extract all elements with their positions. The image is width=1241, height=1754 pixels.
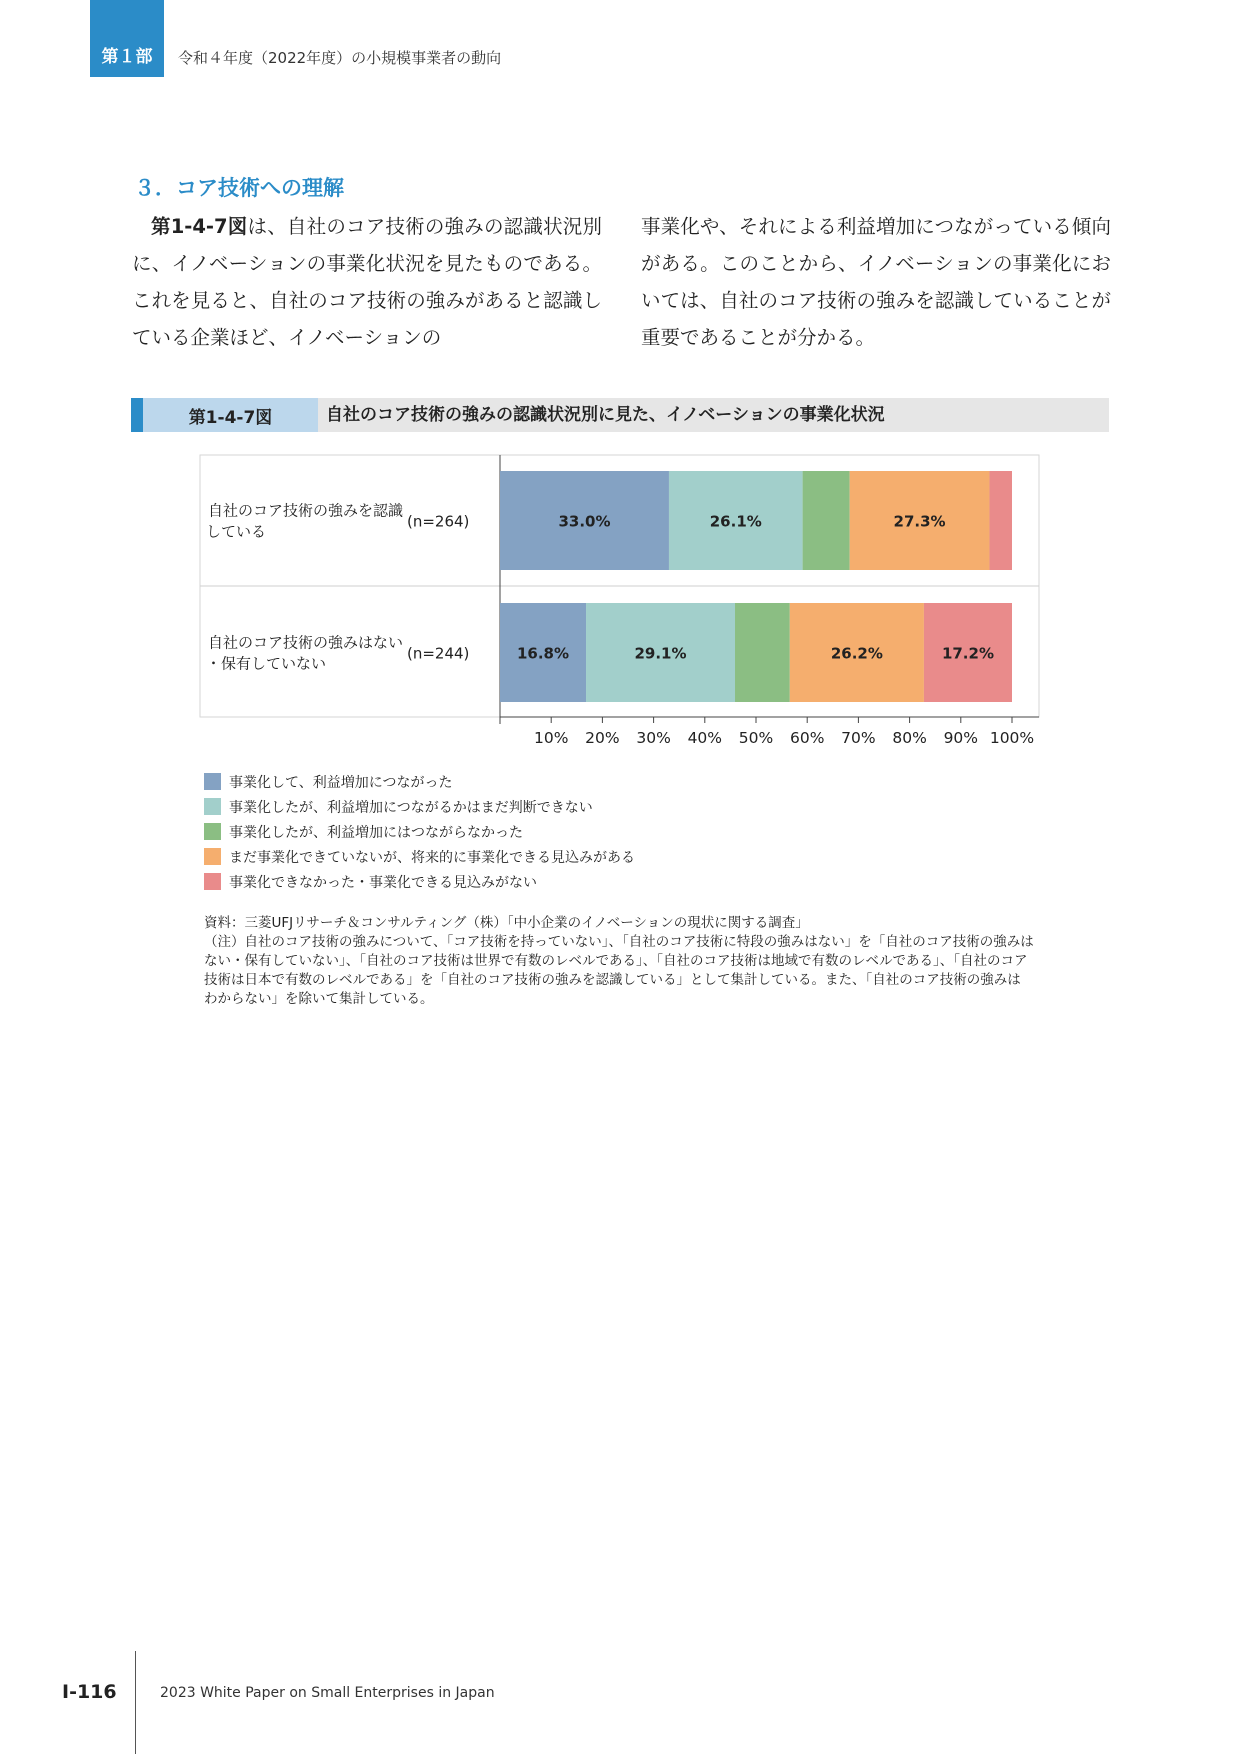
x-tick-label: 30% [636, 729, 671, 747]
category-label-line2: している [206, 522, 267, 541]
category-label-line1: 自社のコア技術の強みを認識 [208, 501, 404, 520]
legend-label: 事業化したが、利益増加につながるかはまだ判断できない [229, 799, 593, 816]
bar-value-label: 29.1% [634, 644, 687, 663]
legend-swatch [204, 873, 221, 890]
bar-value-label: 27.3% [893, 512, 946, 531]
category-label-line1: 自社のコア技術の強みはない [208, 633, 404, 652]
x-tick-label: 10% [533, 729, 569, 747]
x-tick-label: 40% [687, 729, 723, 747]
chart-legend [204, 769, 635, 894]
x-tick-label: 100% [989, 729, 1035, 747]
category-label-line2: ・保有していない [206, 654, 327, 673]
running-header-title: 令和４年度（2022年度）の小規模事業者の動向 [178, 49, 502, 67]
category-sample-size: (n=244) [407, 644, 470, 663]
x-tick-label: 90% [943, 729, 979, 747]
bar-value-label: 17.2% [941, 644, 994, 663]
x-tick-label: 20% [585, 729, 620, 747]
legend-item [204, 869, 635, 894]
x-tick-label: 60% [789, 729, 825, 747]
legend-item [204, 794, 635, 819]
bar-segment [735, 603, 790, 702]
legend-swatch [204, 798, 221, 815]
footnote: （注）自社のコア技術の強みについて、「コア技術を持っていない」、「自社のコア技術に特段の強みはない」を「自社のコア技術の強みはない・保有していない」、「自社のコア技術は世界で有数のレベルである」、「自社のコア技術は地域で有数のレベルである」、「自社のコア技術は日本で有数のレベルである」を「自社のコア技術の強みを認識している」として集計している。また、「自社のコア技術の強みはわからない」を除いて集計している。 [204, 934, 1034, 1007]
figure-number-text: 第1-4-7図 [188, 407, 273, 428]
legend-item [204, 769, 635, 794]
figure-notes [204, 914, 1034, 1009]
publication-title: 2023 White Paper on Small Enterprises in Japan [160, 1685, 495, 1701]
bar-segment [803, 471, 850, 570]
bar-value-label: 33.0% [558, 512, 611, 531]
legend-swatch [204, 773, 221, 790]
footer-divider [135, 1651, 136, 1754]
legend-item [204, 819, 635, 844]
x-tick-label: 70% [841, 729, 876, 747]
figure-reference: 第1-4-7図 [151, 215, 248, 238]
page-number: Ⅰ-116 [62, 1681, 117, 1703]
legend-swatch [204, 823, 221, 840]
part-label: 第１部 [101, 47, 153, 67]
body-paragraph-right: 事業化や、それによる利益増加につながっている傾向がある。このことから、イノベーションの事業化においては、自社のコア技術の強みを認識していることが重要であることが分かる。 [641, 215, 1111, 349]
source-note: 資料：三菱UFJリサーチ＆コンサルティング（株）「中小企業のイノベーションの現状に関する調査」 [204, 915, 809, 931]
legend-swatch [204, 848, 221, 865]
bar-value-label: 26.2% [830, 644, 883, 663]
bar-value-label: 26.1% [709, 512, 762, 531]
body-text-left: は、自社のコア技術の強みの認識状況別に、イノベーションの事業化状況を見たものである。これを見ると、自社のコア技術の強みがあると認識している企業ほど、イノベーションの [132, 215, 602, 349]
section-heading: ３．コア技術への理解 [134, 176, 344, 200]
bar-value-label: 16.8% [516, 644, 570, 663]
x-tick-label: 50% [738, 729, 774, 747]
legend-item [204, 844, 635, 869]
legend-label: 事業化できなかった・事業化できる見込みがない [229, 874, 537, 891]
legend-label: 事業化したが、利益増加にはつながらなかった [229, 824, 523, 841]
legend-label: 事業化して、利益増加につながった [229, 774, 453, 791]
x-tick-label: 80% [892, 729, 927, 747]
bar-segment [989, 471, 1012, 570]
category-sample-size: (n=264) [407, 512, 470, 531]
stacked-bar-chart [0, 0, 1241, 760]
legend-label: まだ事業化できていないが、将来的に事業化できる見込みがある [229, 849, 635, 866]
figure-title: 自社のコア技術の強みの認識状況別に見た、イノベーションの事業化状況 [326, 405, 885, 425]
